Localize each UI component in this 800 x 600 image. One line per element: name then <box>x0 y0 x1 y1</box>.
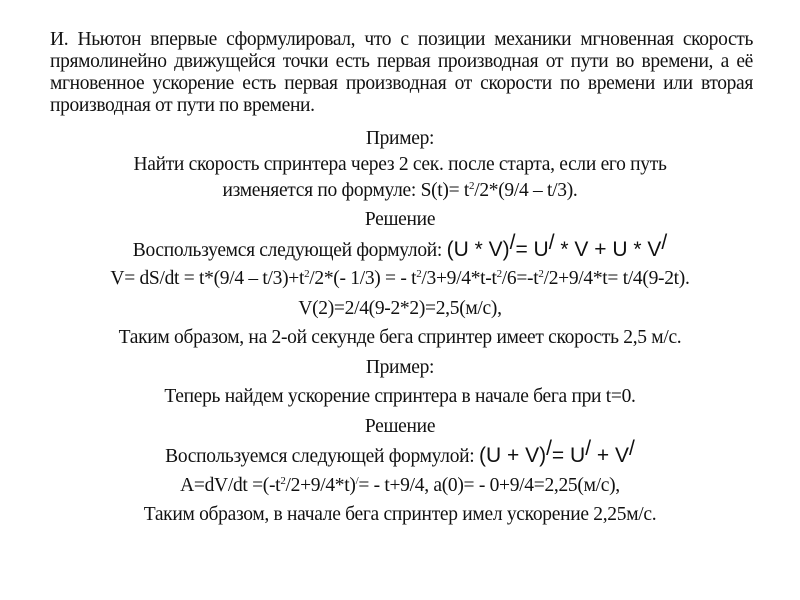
text-segment: /2+9/4*t) <box>285 474 356 496</box>
velocity-derivation <box>0 264 800 294</box>
derivative-mark: / <box>509 230 516 254</box>
derivative-mark: / <box>546 437 552 460</box>
derivative-mark: / <box>628 437 635 460</box>
text-segment: /6=-t <box>501 268 539 289</box>
text-segment: /2*(9/4 – t/3). <box>474 179 578 201</box>
product-rule-line <box>0 230 800 265</box>
text-segment: Таким образом, в начале бега спринтер имел ускорение 2,25м/с. <box>143 504 657 525</box>
text-segment: Воспользуемся следующей формулой: <box>132 239 447 261</box>
text-segment: /2+9/4*t= t/4(9-2t). <box>543 268 690 289</box>
formula-segment: (U * V) <box>446 237 510 261</box>
text-segment: Решение <box>364 415 436 437</box>
text-segment: A=dV/dt =(-t <box>180 474 281 496</box>
text-segment: Пример: <box>365 128 435 149</box>
solution-heading-2 <box>0 412 800 442</box>
superscript: 2 <box>304 268 310 280</box>
velocity-value <box>0 294 800 324</box>
text-segment: Теперь найдем ускорение спринтера в начале бега при t=0. <box>164 386 636 407</box>
text-segment: Найти скорость спринтера через 2 сек. после старта, если его путь <box>133 153 667 175</box>
task-1-line-2 <box>0 176 800 206</box>
text-segment: /2*(- 1/3) = - t <box>309 268 417 289</box>
derivative-mark: / <box>548 230 555 254</box>
superscript: 2 <box>416 268 422 280</box>
velocity-conclusion <box>0 323 800 353</box>
text-segment: Пример: <box>365 356 435 378</box>
formula-segment: (U + V) <box>478 444 547 467</box>
formula-segment: * V + U * V <box>554 237 662 261</box>
text-segment: Воспользуемся следующей формулой: <box>165 446 479 467</box>
text-segment: Таким образом, на 2-ой секунде бега спринтер имеет скорость 2,5 м/с. <box>118 327 682 348</box>
formula-segment: = U <box>551 444 586 467</box>
acceleration-derivation <box>0 471 800 501</box>
superscript: 2 <box>538 268 544 280</box>
intro-paragraph: И. Ньютон впервые сформулировал, что с позиции механики мгновенная скорость прямолинейно движущейся точки есть первая производная от пути во времени, а её мгновенное ускорение есть первая производная от скорости по времени или вторая производная от пути по времени. <box>50 29 753 116</box>
superscript: 2 <box>496 268 502 280</box>
content-lines <box>0 124 800 530</box>
text-segment: /3+9/4*t-t <box>421 268 497 289</box>
superscript: 2 <box>469 179 475 192</box>
solution-heading-1 <box>0 205 800 235</box>
superscript: / <box>355 474 359 487</box>
formula-segment: = U <box>515 237 549 261</box>
derivative-mark: / <box>661 230 668 254</box>
derivative-mark: / <box>585 437 592 460</box>
example-heading-1 <box>0 124 800 154</box>
text-segment: Решение <box>364 209 436 230</box>
acceleration-conclusion <box>0 500 800 530</box>
task-2 <box>0 382 800 412</box>
text-segment: = - t+9/4, a(0)= - 0+9/4=2,25(м/с), <box>358 474 620 496</box>
text-segment: V(2)=2/4(9-2*2)=2,5(м/с), <box>298 297 502 319</box>
example-heading-2 <box>0 353 800 383</box>
task-1-line-1 <box>0 154 800 176</box>
superscript: 2 <box>280 474 286 487</box>
text-segment: V= dS/dt = t*(9/4 – t/3)+t <box>110 268 305 289</box>
sum-rule-line <box>0 437 800 471</box>
formula-segment: + V <box>591 444 629 467</box>
text-segment: изменяется по формуле: S(t)= t <box>222 179 470 201</box>
